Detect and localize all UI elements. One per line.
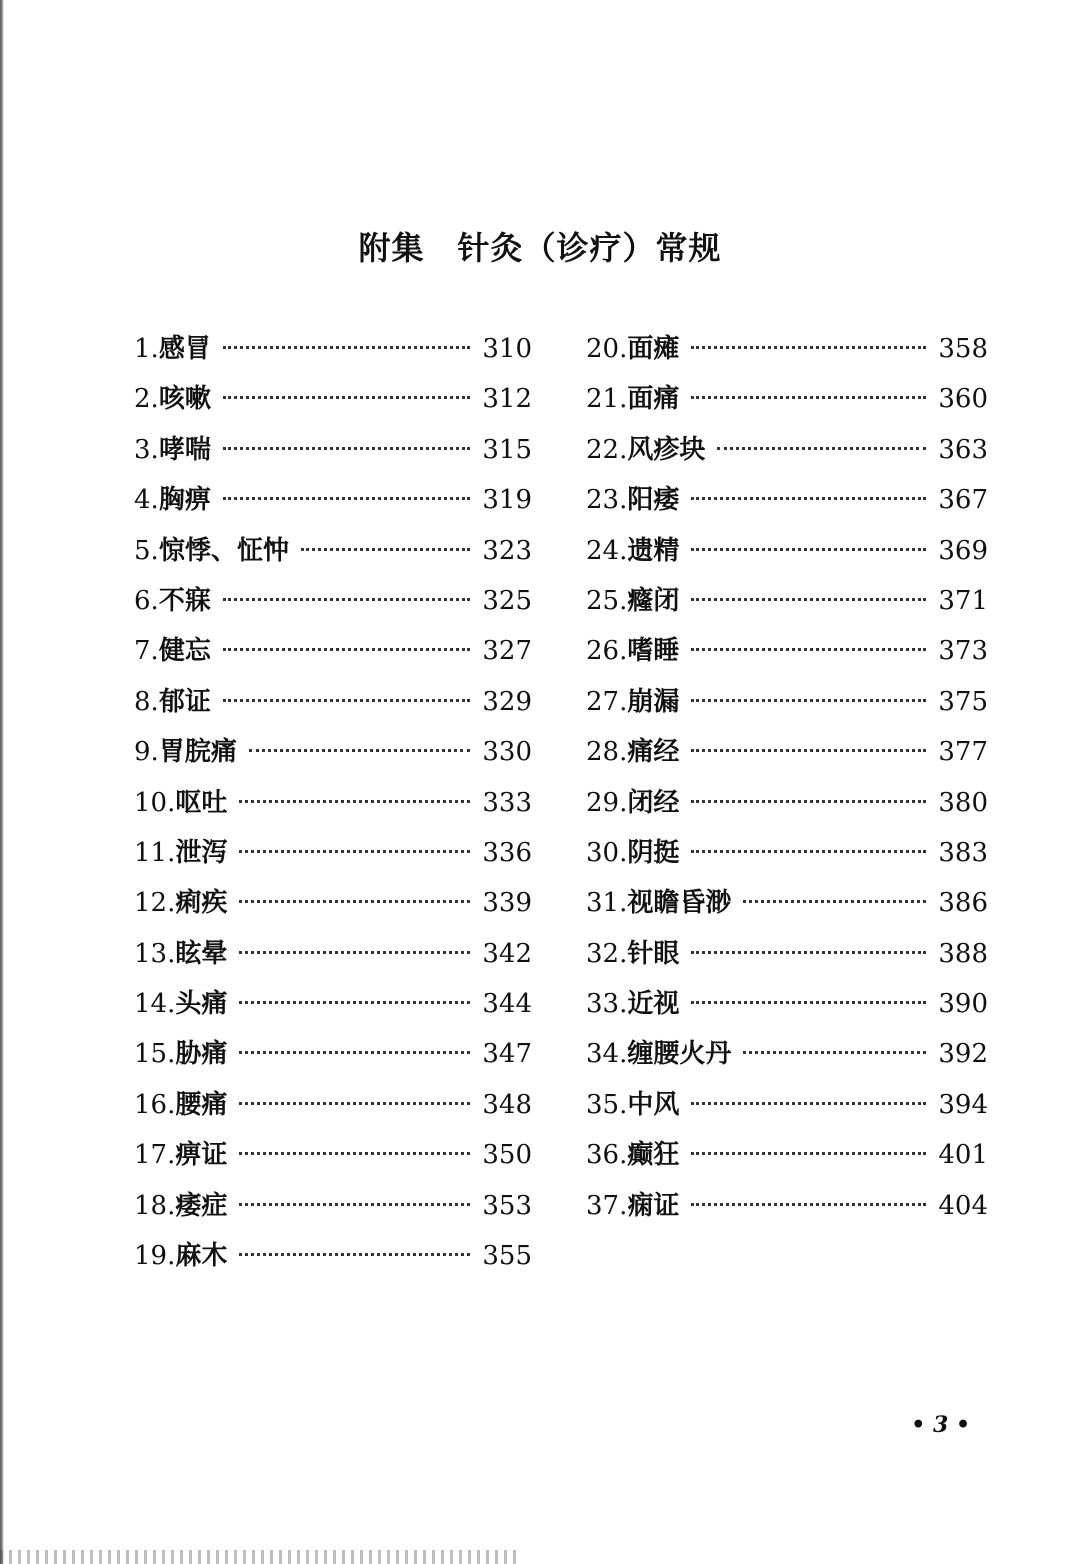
dot-leader [239, 1001, 470, 1004]
toc-entry-number: 32. [586, 938, 628, 969]
toc-entry-title: 咳嗽 [158, 384, 211, 415]
dot-leader [239, 951, 470, 954]
toc-entry [134, 1029, 532, 1079]
toc-entry-page: 355 [482, 1241, 532, 1272]
toc-entry [134, 727, 532, 777]
toc-entry-number: 34. [586, 1039, 628, 1070]
toc-entry-page: 380 [938, 787, 988, 818]
toc-entry [586, 677, 988, 727]
dot-leader [691, 1152, 926, 1155]
toc-entry-title: 闭经 [627, 787, 680, 818]
dot-leader [691, 699, 926, 702]
toc-entry-page: 358 [938, 334, 988, 364]
dot-leader [239, 850, 470, 853]
toc-entry-number: 25. [586, 585, 628, 616]
toc-entry-number: 20. [586, 334, 628, 364]
toc-entry [586, 778, 988, 828]
toc-entry-title: 视瞻昏渺 [627, 888, 732, 919]
toc-entry [586, 1080, 988, 1130]
toc-entry [586, 626, 988, 676]
dot-leader [239, 1152, 470, 1155]
toc-entry [586, 878, 988, 928]
toc-entry [586, 1181, 988, 1231]
toc-entry [134, 526, 532, 576]
toc-entry-page: 315 [482, 434, 532, 465]
toc-entry-number: 3. [134, 434, 159, 465]
toc-entry-title: 泄泻 [175, 837, 228, 868]
toc-entry-page: 388 [938, 938, 988, 969]
toc-entry-title: 针眼 [627, 938, 680, 969]
toc-entry-number: 37. [586, 1190, 628, 1221]
dot-leader [223, 497, 471, 500]
toc-entry-title: 健忘 [158, 636, 211, 667]
toc-entry-page: 360 [938, 384, 988, 415]
toc-entry-number: 8. [134, 686, 159, 717]
toc-entry [134, 1130, 532, 1180]
dot-leader [301, 548, 471, 551]
toc-entry-title: 近视 [627, 989, 680, 1020]
toc-entry [134, 425, 532, 475]
toc-entry-page: 310 [482, 334, 532, 364]
toc-entry-number: 23. [586, 485, 628, 516]
toc-entry-page: 329 [482, 686, 532, 717]
dot-leader [691, 396, 926, 399]
toc-entry-number: 15. [134, 1039, 176, 1070]
toc-entry-title: 腰痛 [175, 1089, 228, 1120]
dot-leader [691, 850, 926, 853]
toc-entry-title: 痹证 [175, 1140, 228, 1171]
dot-leader [223, 648, 471, 651]
toc-entry [586, 929, 988, 979]
toc-entry-title: 风疹块 [627, 434, 706, 465]
dot-leader [691, 648, 926, 651]
toc-entry-number: 16. [134, 1089, 176, 1120]
toc-entry-page: 369 [938, 535, 988, 566]
toc-entry [586, 324, 988, 374]
toc-entry-number: 14. [134, 989, 176, 1020]
toc-entry-page: 339 [482, 888, 532, 919]
toc-entry-number: 4. [134, 485, 159, 516]
toc-entry [586, 526, 988, 576]
toc-entry-page: 325 [482, 585, 532, 616]
toc-entry-number: 24. [586, 535, 628, 566]
toc-entry-number: 36. [586, 1140, 628, 1171]
dot-leader [691, 346, 926, 349]
toc-entry-page: 390 [938, 989, 988, 1020]
toc-entry-title: 胸痹 [158, 485, 211, 516]
page-number: • 3 • [911, 1412, 970, 1438]
toc-entry-page: 312 [482, 384, 532, 415]
toc-entry [586, 727, 988, 777]
toc-entry-page: 373 [938, 636, 988, 667]
dot-leader [223, 346, 471, 349]
toc-entry [134, 828, 532, 878]
toc-entry-title: 哮喘 [158, 434, 211, 465]
toc-entry-number: 1. [134, 334, 159, 364]
toc-entry [134, 324, 532, 374]
toc-entry-title: 痿症 [175, 1190, 228, 1221]
toc-entry [134, 374, 532, 424]
toc-entry-page: 347 [482, 1039, 532, 1070]
toc-entry-number: 19. [134, 1241, 176, 1272]
toc-entry-number: 33. [586, 989, 628, 1020]
toc-entry-number: 31. [586, 888, 628, 919]
toc-entry [134, 778, 532, 828]
toc-entry-page: 344 [482, 989, 532, 1020]
toc-entry-number: 28. [586, 737, 628, 768]
toc-entry-page: 386 [938, 888, 988, 919]
dot-leader [717, 447, 926, 450]
toc-entry-title: 不寐 [158, 585, 211, 616]
dot-leader [691, 951, 926, 954]
toc-entry-title: 面痛 [627, 384, 680, 415]
toc-entry-number: 9. [134, 737, 159, 768]
toc-entry-title: 胃脘痛 [158, 737, 237, 768]
toc-entry [134, 1231, 532, 1281]
toc-entry [586, 1029, 988, 1079]
toc-entry [134, 1080, 532, 1130]
dot-leader [691, 749, 926, 752]
toc-entry [586, 979, 988, 1029]
toc-column-right [586, 324, 988, 1231]
dot-leader [239, 900, 470, 903]
toc-entry-page: 350 [482, 1140, 532, 1171]
toc-entry-number: 27. [586, 686, 628, 717]
dot-leader [239, 1203, 470, 1206]
dot-leader [691, 598, 926, 601]
toc-entry [134, 576, 532, 626]
dot-leader [691, 1203, 926, 1206]
toc-entry [586, 374, 988, 424]
toc-entry-number: 11. [134, 837, 176, 868]
toc-entry [134, 979, 532, 1029]
dot-leader [239, 1051, 470, 1054]
dot-leader [223, 447, 471, 450]
dot-leader [691, 1001, 926, 1004]
toc-entry-number: 5. [134, 535, 159, 566]
dot-leader [223, 699, 471, 702]
toc-entry [586, 475, 988, 525]
dot-leader [743, 900, 926, 903]
toc-entry [134, 929, 532, 979]
toc-entry-page: 394 [938, 1089, 988, 1120]
toc-entry-number: 6. [134, 585, 159, 616]
toc-entry-title: 惊悸、怔忡 [158, 535, 289, 566]
dot-leader [743, 1051, 926, 1054]
toc-entry-number: 26. [586, 636, 628, 667]
toc-entry-title: 阴挺 [627, 837, 680, 868]
toc-entry-page: 348 [482, 1089, 532, 1120]
toc-entry-page: 377 [938, 737, 988, 768]
dot-leader [223, 598, 471, 601]
toc-entry [586, 576, 988, 626]
toc-entry-page: 363 [938, 434, 988, 465]
toc-entry [134, 626, 532, 676]
toc-entry-page: 336 [482, 837, 532, 868]
toc-entry [134, 677, 532, 727]
toc-entry-page: 392 [938, 1039, 988, 1070]
toc-entry-number: 35. [586, 1089, 628, 1120]
toc-entry [586, 828, 988, 878]
toc-entry-title: 癫狂 [627, 1140, 680, 1171]
dot-leader [249, 749, 471, 752]
toc-entry-title: 眩晕 [175, 938, 228, 969]
toc-entry-number: 22. [586, 434, 628, 465]
toc-entry-title: 阳痿 [627, 485, 680, 516]
toc-entry-title: 痛经 [627, 737, 680, 768]
toc-entry-page: 327 [482, 636, 532, 667]
toc-entry-number: 13. [134, 938, 176, 969]
toc-entry-page: 319 [482, 485, 532, 516]
toc-entry [134, 475, 532, 525]
toc-entry-number: 7. [134, 636, 159, 667]
toc-entry [134, 1181, 532, 1231]
dot-leader [691, 1102, 926, 1105]
toc-entry-number: 12. [134, 888, 176, 919]
toc-entry-number: 10. [134, 787, 176, 818]
toc-entry-page: 375 [938, 686, 988, 717]
toc-entry-title: 胁痛 [175, 1039, 228, 1070]
toc-entry [134, 878, 532, 928]
toc-entry-page: 353 [482, 1190, 532, 1221]
toc-entry-page: 323 [482, 535, 532, 566]
toc-entry-title: 麻木 [175, 1241, 228, 1272]
toc-entry-number: 18. [134, 1190, 176, 1221]
toc-entry-title: 痫证 [627, 1190, 680, 1221]
toc-entry-title: 中风 [627, 1089, 680, 1120]
toc-entry-title: 崩漏 [627, 686, 680, 717]
toc-entry-title: 嗜睡 [627, 636, 680, 667]
toc-entry-number: 29. [586, 787, 628, 818]
toc-entry [586, 425, 988, 475]
dot-leader [691, 800, 926, 803]
toc-entry-page: 371 [938, 585, 988, 616]
toc-entry-page: 404 [938, 1190, 988, 1221]
toc-entry-page: 333 [482, 787, 532, 818]
toc-entry-number: 30. [586, 837, 628, 868]
toc-entry-number: 21. [586, 384, 628, 415]
dot-leader [691, 497, 926, 500]
toc-entry-number: 17. [134, 1140, 176, 1171]
toc-entry-title: 痢疾 [175, 888, 228, 919]
dot-leader [223, 396, 471, 399]
toc-entry-page: 401 [938, 1140, 988, 1171]
toc-column-left [134, 324, 532, 1281]
toc-entry-page: 367 [938, 485, 988, 516]
toc-entry-title: 缠腰火丹 [627, 1039, 732, 1070]
toc-entry [586, 1130, 988, 1180]
dot-leader [239, 1253, 470, 1256]
toc-entry-page: 342 [482, 938, 532, 969]
toc-entry-title: 面瘫 [627, 334, 680, 364]
toc-entry-title: 感冒 [158, 334, 211, 364]
page-title: 附集 针灸（诊疗）常规 [358, 229, 722, 267]
dot-leader [691, 548, 926, 551]
scan-artifact [0, 1550, 520, 1564]
dot-leader [239, 1102, 470, 1105]
toc-entry-title: 遗精 [627, 535, 680, 566]
toc-entry-title: 呕吐 [175, 787, 228, 818]
toc-entry-page: 330 [482, 737, 532, 768]
toc-entry-title: 郁证 [158, 686, 211, 717]
toc-entry-title: 头痛 [175, 989, 228, 1020]
toc-entry-number: 2. [134, 384, 159, 415]
toc-entry-page: 383 [938, 837, 988, 868]
toc-entry-title: 癃闭 [627, 585, 680, 616]
dot-leader [239, 800, 470, 803]
